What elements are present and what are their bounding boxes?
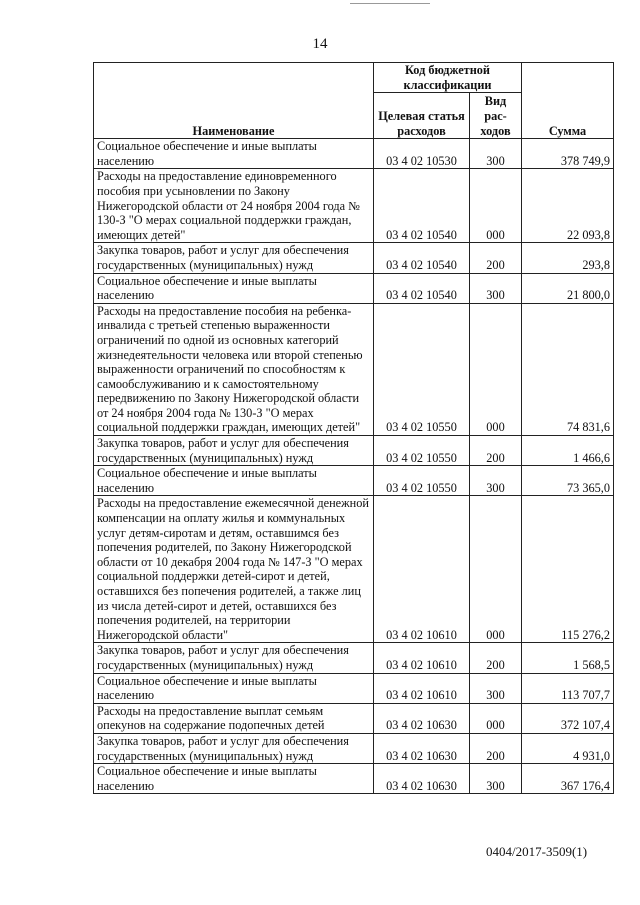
- row-sum: 21 800,0: [522, 273, 614, 303]
- row-name: Расходы на предоставление ежемесячной денежной компенсации на оплату жилья и коммунальных услуг детям-сиротам и детям, оставшимся без попечения родителей, по Закону Нижегородской области от 10 декабря 2004 года № 147-З "О мерах социальной поддержки детей-сирот и детей, оставшихся без попечения родителей, а также лиц из числа детей-сирот и детей, оставшихся без попечения родителей, на территории Нижегородской области": [94, 496, 374, 643]
- row-name: Социальное обеспечение и иные выплаты населению: [94, 673, 374, 703]
- row-sum: 22 093,8: [522, 169, 614, 243]
- row-expense-type: 000: [470, 169, 522, 243]
- row-name: Социальное обеспечение и иные выплаты населению: [94, 764, 374, 794]
- row-name: Расходы на предоставление пособия на ребенка-инвалида с третьей степенью выраженности ограничений по одной из основных категорий жизнедеятельности человека или второй степенью выраженности ограничений по способностям к самообслуживанию и к самостоятельному передвижению по Закону Нижегородской области от 24 ноября 2004 года № 130-З "О мерах социальной поддержки граждан, имеющих детей": [94, 303, 374, 435]
- table-row: [94, 436, 614, 466]
- row-code: 03 4 02 10610: [374, 673, 470, 703]
- row-expense-type: 200: [470, 643, 522, 673]
- row-expense-type: 300: [470, 764, 522, 794]
- budget-table: [93, 62, 614, 794]
- row-code: 03 4 02 10540: [374, 243, 470, 273]
- row-sum: 293,8: [522, 243, 614, 273]
- scan-mark-top: [350, 3, 430, 4]
- row-expense-type: 300: [470, 673, 522, 703]
- row-name: Закупка товаров, работ и услуг для обеспечения государственных (муниципальных) нужд: [94, 243, 374, 273]
- row-code: 03 4 02 10610: [374, 643, 470, 673]
- row-expense-type: 200: [470, 733, 522, 763]
- row-name: Социальное обеспечение и иные выплаты населению: [94, 273, 374, 303]
- row-sum: 115 276,2: [522, 496, 614, 643]
- table-row: [94, 733, 614, 763]
- header-classification: Код бюджетной классификации: [374, 63, 522, 93]
- document-number: 0404/2017-3509(1): [486, 844, 588, 859]
- table-header: [94, 63, 614, 139]
- row-expense-type: 300: [470, 139, 522, 169]
- row-expense-type: 000: [470, 703, 522, 733]
- row-code: 03 4 02 10550: [374, 303, 470, 435]
- row-expense-type: 300: [470, 273, 522, 303]
- row-sum: 73 365,0: [522, 466, 614, 496]
- table-row: [94, 273, 614, 303]
- row-code: 03 4 02 10630: [374, 764, 470, 794]
- row-sum: 1 568,5: [522, 643, 614, 673]
- header-target-article: Целевая статья расходов: [374, 93, 470, 139]
- row-code: 03 4 02 10530: [374, 139, 470, 169]
- table-row: [94, 643, 614, 673]
- header-name: Наименование: [94, 63, 374, 139]
- row-expense-type: 000: [470, 303, 522, 435]
- table-row: [94, 243, 614, 273]
- row-expense-type: 200: [470, 243, 522, 273]
- table-row: [94, 673, 614, 703]
- row-expense-type: 300: [470, 466, 522, 496]
- row-code: 03 4 02 10630: [374, 703, 470, 733]
- table-row: [94, 703, 614, 733]
- row-name: Закупка товаров, работ и услуг для обеспечения государственных (муниципальных) нужд: [94, 733, 374, 763]
- row-name: Социальное обеспечение и иные выплаты населению: [94, 466, 374, 496]
- table-row: [94, 496, 614, 643]
- row-expense-type: 000: [470, 496, 522, 643]
- row-name: Расходы на предоставление единовременного пособия при усыновлении по Закону Нижегородской области от 24 ноября 2004 года № 130-З "О мерах социальной поддержки граждан, имеющих детей": [94, 169, 374, 243]
- table-row: [94, 764, 614, 794]
- row-sum: 367 176,4: [522, 764, 614, 794]
- row-code: 03 4 02 10550: [374, 466, 470, 496]
- row-sum: 113 707,7: [522, 673, 614, 703]
- table-body: [94, 139, 614, 794]
- row-sum: 1 466,6: [522, 436, 614, 466]
- row-sum: 378 749,9: [522, 139, 614, 169]
- row-sum: 372 107,4: [522, 703, 614, 733]
- row-name: Закупка товаров, работ и услуг для обеспечения государственных (муниципальных) нужд: [94, 436, 374, 466]
- row-sum: 4 931,0: [522, 733, 614, 763]
- row-name: Расходы на предоставление выплат семьям опекунов на содержание подопечных детей: [94, 703, 374, 733]
- row-code: 03 4 02 10550: [374, 436, 470, 466]
- table-row: [94, 169, 614, 243]
- table-row: [94, 303, 614, 435]
- table-row: [94, 466, 614, 496]
- row-name: Социальное обеспечение и иные выплаты населению: [94, 139, 374, 169]
- row-code: 03 4 02 10630: [374, 733, 470, 763]
- header-sum: Сумма: [522, 63, 614, 139]
- row-sum: 74 831,6: [522, 303, 614, 435]
- page-number: 14: [312, 36, 328, 52]
- row-name: Закупка товаров, работ и услуг для обеспечения государственных (муниципальных) нужд: [94, 643, 374, 673]
- row-code: 03 4 02 10540: [374, 169, 470, 243]
- header-expense-type: Вид рас-ходов: [470, 93, 522, 139]
- row-expense-type: 200: [470, 436, 522, 466]
- table-row: [94, 139, 614, 169]
- row-code: 03 4 02 10540: [374, 273, 470, 303]
- row-code: 03 4 02 10610: [374, 496, 470, 643]
